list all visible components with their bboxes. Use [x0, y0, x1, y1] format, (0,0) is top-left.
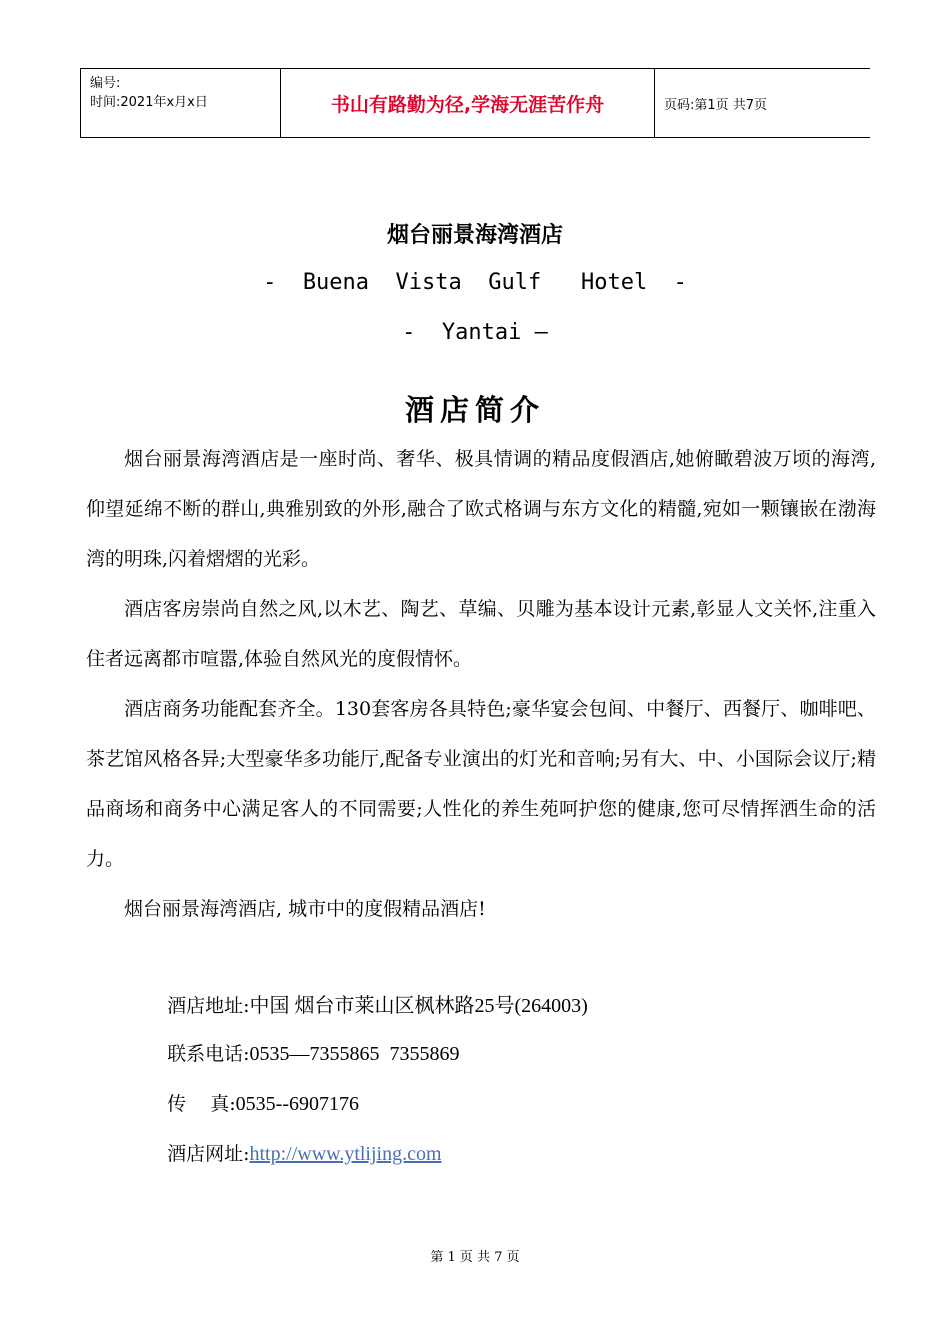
address-label: 酒店地址:: [167, 995, 250, 1017]
fax-value: 0535--6907176: [235, 1093, 359, 1115]
website-row: [155, 1117, 442, 1166]
intro-paragraph: 烟台丽景海湾酒店是一座时尚、奢华、极具情调的精品度假酒店,她俯瞰碧波万顷的海湾,仰望延绵不断的群山,典雅别致的外形,融合了欧式格调与东方文化的精髓,宛如一颗镶嵌在渤海湾的明珠,闪着熠熠的光彩。: [86, 448, 876, 570]
hotel-name-english: - Buena Vista Gulf Hotel -: [263, 270, 687, 295]
website-link[interactable]: http://www.ytlijing.com: [249, 1143, 442, 1165]
hotel-name-chinese: 烟台丽景海湾酒店: [386, 223, 563, 248]
time-label: 时间:2021年x月x日: [90, 95, 208, 110]
section-heading: 酒店简介: [404, 393, 545, 427]
number-label: 编号:: [90, 76, 121, 91]
page-footer: 第 1 页 共 7 页: [430, 1250, 520, 1265]
phone-value: 0535—7355865 7355869: [249, 1043, 460, 1065]
header-motto: 书山有路勤为径,学海无涯苦作舟: [280, 69, 655, 137]
phone-row: [155, 1017, 460, 1066]
fax-row: [155, 1067, 359, 1116]
hotel-city-english: - Yantai –: [402, 320, 548, 345]
document-header: [80, 68, 870, 138]
rooms-paragraph: 酒店客房崇尚自然之风,以木艺、陶艺、草编、贝雕为基本设计元素,彰显人文关怀,注重入住者远离都市喧嚣,体验自然风光的度假情怀。: [86, 598, 876, 670]
website-label: 酒店网址:: [167, 1143, 250, 1165]
fax-label: 传 真:: [167, 1093, 236, 1115]
header-page-info: 页码:第1页 共7页: [664, 97, 768, 113]
phone-label: 联系电话:: [167, 1043, 250, 1065]
header-meta-cell: [80, 69, 281, 137]
address-row: [155, 967, 588, 1018]
address-value: 中国 烟台市莱山区枫林路25号(264003): [249, 995, 588, 1017]
facilities-paragraph: 酒店商务功能配套齐全。130套客房各具特色;豪华宴会包间、中餐厅、西餐厅、咖啡吧、茶艺馆风格各异;大型豪华多功能厅,配备专业演出的灯光和音响;另有大、中、小国际会议厅;精品商场和商务中心满足客人的不同需要;人性化的养生苑呵护您的健康,您可尽情挥洒生命的活力。: [86, 698, 876, 870]
slogan-paragraph: 烟台丽景海湾酒店, 城市中的度假精品酒店!: [124, 898, 486, 920]
